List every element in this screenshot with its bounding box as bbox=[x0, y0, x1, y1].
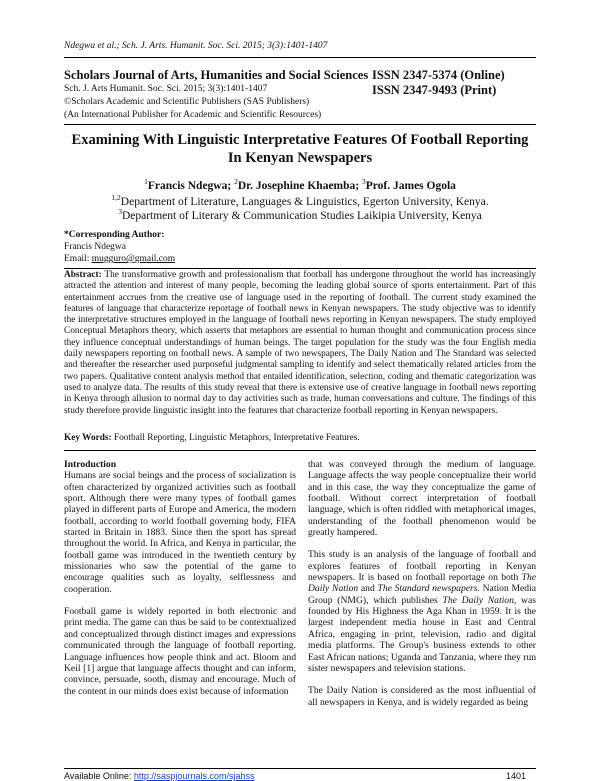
issn-online: ISSN 2347-5374 (Online) bbox=[372, 68, 505, 82]
paragraph bbox=[308, 549, 536, 674]
corresponding-name: Francis Ndegwa bbox=[64, 242, 126, 252]
corresponding-email bbox=[64, 254, 175, 264]
text-run: was founded by His Highness the Aga Khan in 1959. It is the largest independent media house in East and Central Africa, engaging in print, television, radio and digital media platforms. The Group's business extends to other East African nations; Uganda and Tanzania, where they run sister newspapers and television stations. bbox=[308, 594, 536, 674]
author-sup: 3 bbox=[361, 177, 366, 186]
affiliation bbox=[64, 193, 536, 208]
journal-name: Scholars Journal of Arts, Humanities and Social Sciences bbox=[64, 68, 369, 82]
author-sup: 2 bbox=[234, 177, 238, 186]
paragraph: that was conveyed through the medium of language. Language affects the way people conceptualize their world and in this case, the way they conceptualize the game of football. Without correct interpretation of football language, which is often riddled with metaphorical images, understanding of the football phenomenon would be greatly hampered. bbox=[308, 459, 536, 539]
author-sup: 1 bbox=[144, 177, 148, 186]
page-number: 1401 bbox=[506, 771, 527, 781]
newspaper-name: The Daily Nation, bbox=[442, 594, 517, 606]
keywords-label: Key Words: bbox=[64, 433, 112, 443]
publisher: ©Scholars Academic and Scientific Publishers (SAS Publishers) bbox=[64, 97, 310, 107]
affiliation-text: Department of Literary & Communication Studies Laikipia University, Kenya bbox=[121, 209, 482, 222]
email-label: Email: bbox=[64, 254, 90, 264]
author-list bbox=[64, 177, 536, 192]
left-column bbox=[64, 459, 296, 708]
journal-url-link[interactable]: http://saspjournals.com/sjahss bbox=[133, 771, 255, 781]
article-title: Examining With Linguistic Interpretative Features Of Football Reporting In Kenyan Newspapers bbox=[71, 132, 529, 166]
text-run: Nation Media Group (NMG), which publishes bbox=[308, 583, 536, 606]
author-name: Prof. James Ogola bbox=[365, 179, 456, 192]
publisher-note: (An International Publisher for Academic and Scientific Resources) bbox=[64, 110, 322, 120]
affiliation-sup: 1,2 bbox=[111, 193, 121, 202]
available-label: Available Online: bbox=[64, 771, 132, 781]
footer-available bbox=[64, 771, 254, 781]
corresponding-label: *Corresponding Author: bbox=[64, 230, 165, 240]
keywords-text: Football Reporting, Linguistic Metaphors, Interpretative Features. bbox=[113, 433, 360, 443]
text-run: and bbox=[358, 583, 378, 595]
newspaper-name: The Standard newspapers. bbox=[377, 583, 480, 595]
running-head: Ndegwa et al.; Sch. J. Arts. Humanit. Soc. Sci. 2015; 3(3):1401-1407 bbox=[64, 41, 328, 51]
abstract-text: The transformative growth and professionalism that football has undergone throughout the world has increasingly attracted the attention and interest of many people, becoming the leading global source of sports entertainment. Part of this entertainment accrues from the creative use of language used in the reporting of football. The current study examined the features of language that characterize reportage of football news in Kenyan newspapers. The study objective was to identify the interpretative structures employed in the language of football news reporting in Kenyan newspapers. The study employed Conceptual Metaphors theory, which asserts that metaphors are essential to human thought and communication process since they influence conceptual understandings of human beings. The target population for the study was the four English media daily newspapers reporting on football news. A sample of two newspapers, The Daily Nation and The Standard was selected and thereafter the researcher used purposeful judgmental sampling to identify and select thematically related articles from the two papers. Qualitative content analysis method that entailed identification, selection, coding and thematic categorization was used to analyze data. The results of this study reveal that there is extensive use of creative language in football news reporting in Kenya through allusion to normal day to day activities such as trade, human conversations and culture. The findings of this study therefore provide linguistic insight into the features that characterize football reporting in Kenyan newspapers. bbox=[64, 270, 537, 416]
text-run: This study is an analysis of the language of football and explores features of football reporting in Kenyan newspapers. It is based on football reportage on both bbox=[308, 549, 536, 584]
paragraph: Humans are social beings and the process of socialization is often characterized by organized activities such as football sport. Although there were many types of football games played in different parts of Europe and America, the modern football, according to world football governing body, FIFA started in Britain in 1883. Since then the sport has spread throughout the world. In Africa, and Kenya in particular, the football game was introduced in the twentieth century by missionaries who saw the potential of the game to encourage qualities such as loyalty, selflessness and cooperation. bbox=[64, 470, 296, 595]
right-column bbox=[308, 459, 536, 719]
title-rule bbox=[64, 124, 536, 125]
author-name: Dr. Josephine Khaemba; bbox=[237, 179, 360, 192]
footer-rule bbox=[64, 768, 536, 769]
journal-abbrev: Sch. J. Arts Humanit. Soc. Sci. 2015; 3(3):1401-1407 bbox=[64, 84, 268, 94]
paragraph: The Daily Nation is considered as the most influential of all newspapers in Kenya, and is widely regarded as being bbox=[308, 685, 536, 708]
newspaper-name: The Daily Nation bbox=[308, 572, 536, 595]
abstract-label: Abstract: bbox=[64, 270, 102, 280]
email-link[interactable]: mugguro@gmail.com bbox=[91, 254, 176, 264]
affiliation-sup: 3 bbox=[118, 207, 122, 216]
keywords bbox=[64, 433, 536, 443]
affiliation bbox=[64, 207, 536, 222]
abstract bbox=[64, 270, 536, 417]
section-heading: Introduction bbox=[64, 459, 117, 470]
affiliation-text: Department of Literature, Languages & Linguistics, Egerton University, Kenya. bbox=[120, 195, 489, 208]
author-name: Francis Ndegwa; bbox=[147, 179, 232, 192]
paragraph: Football game is widely reported in both electronic and print media. The game can thus be said to be contextualized and conceptualized through distinct images and expressions communicated through the language of football reporting. Language influences how people think and act. Bloom and Keil [1] argue that language affects thought and can inform, convince, persuade, sooth, dismay and encourage. Much of the content in our minds does exist because of information bbox=[64, 606, 296, 697]
issn-print: ISSN 2347-9493 (Print) bbox=[372, 83, 497, 97]
header-rule bbox=[64, 57, 536, 58]
